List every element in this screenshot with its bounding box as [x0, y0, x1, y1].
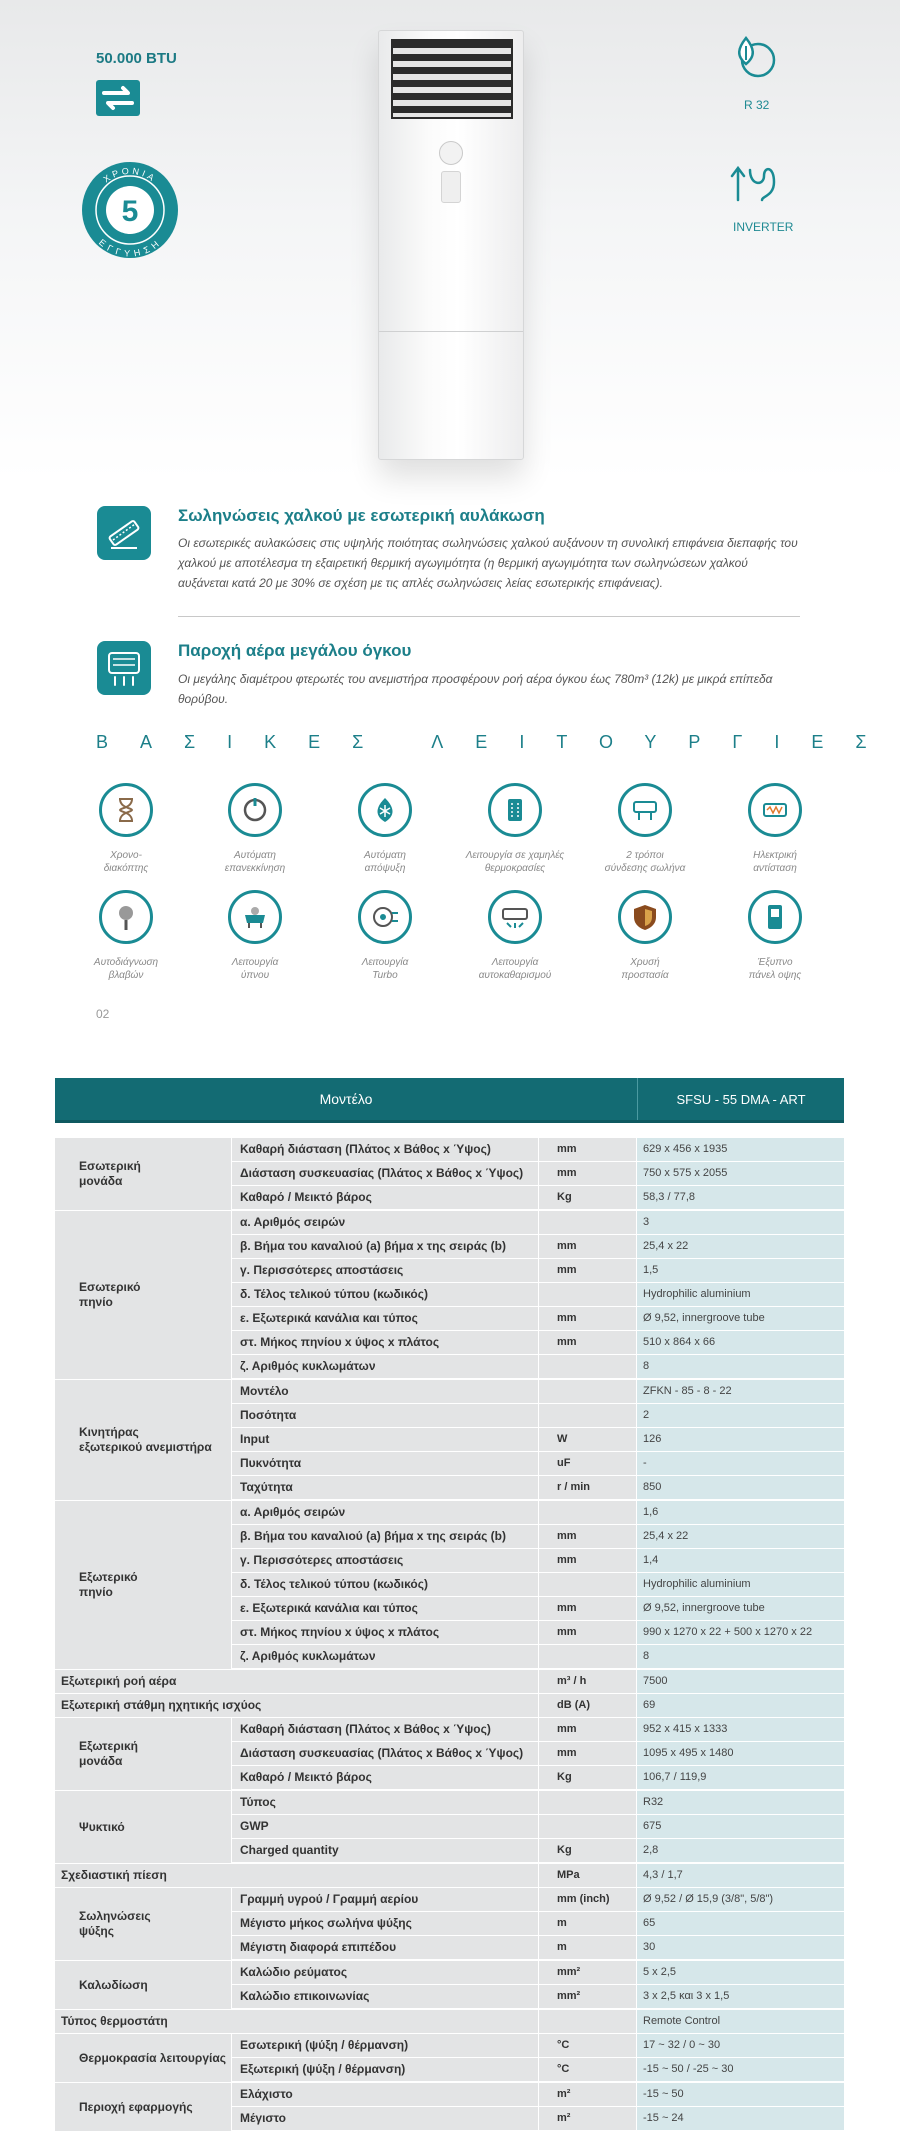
inverter-label: INVERTER: [733, 220, 794, 234]
spec-param-value: -15 ~ 24: [637, 2107, 844, 2130]
spec-param-value: 58,3 / 77,8: [637, 1186, 844, 1209]
function-sleep: [200, 890, 310, 982]
spec-param-unit: m: [539, 1936, 637, 1959]
spec-row: [232, 1525, 844, 1549]
spec-group: [55, 1960, 844, 2009]
spec-row: [232, 1839, 844, 1863]
function-label: 2 τρόποι σύνδεσης σωλήνα: [604, 850, 686, 874]
sleep-mode-icon: [228, 890, 282, 944]
spec-row: [232, 2083, 844, 2107]
panel-split-line: [379, 331, 523, 332]
spec-param-name: α. Αριθμός σειρών: [232, 1501, 539, 1524]
hourglass-icon: [99, 783, 153, 837]
spec-param-name: Μέγιστο μήκος σωλήνα ψύξης: [232, 1912, 539, 1935]
self-diagnosis-icon: [99, 890, 153, 944]
spec-param-unit: mm: [539, 1525, 637, 1548]
spec-param-unit: mm (inch): [539, 1888, 637, 1911]
spec-row: [232, 1380, 844, 1404]
spec-row: [232, 1718, 844, 1742]
brand-logo: [439, 141, 463, 165]
spec-param-unit: [539, 1573, 637, 1596]
spec-param-name: ε. Εξωτερικά κανάλια και τύπος: [232, 1597, 539, 1620]
spec-group: [55, 1210, 844, 1379]
spec-param-unit: Kg: [539, 1839, 637, 1862]
spec-param-unit: [539, 1380, 637, 1403]
spec-param-value: 126: [637, 1428, 844, 1451]
spec-group: [55, 2033, 844, 2082]
function-golden-protection: [590, 890, 700, 982]
function-label: Έξυπνο πάνελ οψης: [748, 957, 802, 981]
low-temp-operation-icon: [488, 783, 542, 837]
feature-title-airflow: Παροχή αέρα μεγάλου όγκου: [178, 641, 412, 660]
spec-param-unit: mm: [539, 1259, 637, 1282]
function-electric-heater: [720, 783, 830, 875]
r32-refrigerant-icon: [728, 30, 782, 84]
spec-param-name: ε. Εξωτερικά κανάλια και τύπος: [232, 1307, 539, 1330]
spec-param-name: στ. Μήκος πηνίου x ύψος x πλάτος: [232, 1331, 539, 1354]
btu-capacity: 50.000 BTU: [96, 50, 177, 67]
spec-group-label: Εξωτερική μονάδα: [55, 1718, 232, 1790]
spec-param-name: στ. Μήκος πηνίου x ύψος x πλάτος: [232, 1621, 539, 1644]
function-auto-restart: [200, 783, 310, 875]
spec-row: [232, 1888, 844, 1912]
spec-param-unit: mm: [539, 1138, 637, 1161]
spec-row: [232, 1985, 844, 2009]
spec-row: [232, 1355, 844, 1379]
spec-param-unit: m²: [539, 2107, 637, 2130]
spec-param-value: Hydrophilic aluminium: [637, 1573, 844, 1596]
spec-row: [232, 1573, 844, 1597]
spec-param-name: Διάσταση συσκευασίας (Πλάτος x Βάθος x Ύψος): [232, 1162, 539, 1185]
function-self-clean: [460, 890, 570, 982]
function-label: Αυτόματη απόψυξη: [364, 850, 406, 874]
smart-panel-icon: [748, 890, 802, 944]
feature-text-airflow: Οι μεγάλης διαμέτρου φτερωτές του ανεμιστήρα προσφέρουν ροή αέρα όγκου έως 780m³ (12k) με μικρά επίπεδα θορύβου.: [178, 672, 773, 706]
spec-row: [232, 1307, 844, 1331]
spec-param-name: Πυκνότητα: [232, 1452, 539, 1475]
spec-param-name: Input: [232, 1428, 539, 1451]
spec-param-unit: mm: [539, 1742, 637, 1765]
airflow-icon: [97, 641, 151, 695]
spec-param-unit: m³ / h: [539, 1670, 637, 1693]
self-clean-icon: [488, 890, 542, 944]
spec-param-value: 2,8: [637, 1839, 844, 1862]
spec-param-value: 1095 x 495 x 1480: [637, 1742, 844, 1765]
spec-param-unit: m: [539, 1912, 637, 1935]
spec-group-label: Εξωτερικό πηνίο: [55, 1501, 232, 1669]
spec-param-value: 25,4 x 22: [637, 1525, 844, 1548]
turbo-mode-icon: [358, 890, 412, 944]
spec-param-unit: [539, 2010, 637, 2033]
electric-heater-icon: [748, 783, 802, 837]
spec-param-value: 69: [637, 1694, 844, 1717]
air-outlet-grille: [391, 39, 513, 119]
warranty-arc-top: ΧΡΟΝΙΑ: [101, 165, 159, 185]
copper-pipe-icon: [97, 506, 151, 560]
spec-param-name: GWP: [232, 1815, 539, 1838]
spec-row: [232, 2058, 844, 2082]
function-low-temp: [460, 783, 570, 875]
function-label: Λειτουργία ύπνου: [231, 957, 279, 981]
spec-param-name: β. Βήμα του καναλιού (a) βήμα x της σειράς (b): [232, 1525, 539, 1548]
display-panel: [441, 171, 461, 203]
heat-cool-swap-icon: [96, 80, 140, 116]
function-auto-defrost: [330, 783, 440, 875]
spec-param-value: -15 ~ 50: [637, 2083, 844, 2106]
spec-row: [232, 1162, 844, 1186]
auto-defrost-icon: [358, 783, 412, 837]
spec-group-label: Σωληνώσεις ψύξης: [55, 1888, 232, 1960]
spec-param-name: Καθαρή διάσταση (Πλάτος x Βάθος x Ύψος): [232, 1138, 539, 1161]
spec-param-value: 30: [637, 1936, 844, 1959]
spec-param-value: 25,4 x 22: [637, 1235, 844, 1258]
warranty-badge: [80, 160, 180, 260]
spec-row: [232, 1404, 844, 1428]
spec-row: [55, 2009, 844, 2033]
function-two-pipe: [590, 783, 700, 875]
spec-row: [232, 1961, 844, 1985]
spec-group: [55, 1137, 844, 1210]
spec-param-unit: °C: [539, 2034, 637, 2057]
spec-group: [55, 1379, 844, 1500]
spec-param-value: ZFKN - 85 - 8 - 22: [637, 1380, 844, 1403]
function-label: Αυτοδιάγνωση βλαβών: [93, 957, 159, 981]
spec-param-unit: [539, 1791, 637, 1814]
spec-param-unit: [539, 1645, 637, 1668]
spec-param-name: Σχεδιαστική πίεση: [55, 1864, 539, 1887]
function-turbo: [330, 890, 440, 982]
spec-row: [232, 1815, 844, 1839]
spec-param-name: Charged quantity: [232, 1839, 539, 1862]
spec-group-label: Εσωτερική μονάδα: [55, 1138, 232, 1210]
two-pipe-connection-icon: [618, 783, 672, 837]
floor-standing-unit-image: [378, 30, 524, 460]
spec-param-unit: [539, 1283, 637, 1306]
spec-param-unit: [539, 1404, 637, 1427]
spec-param-name: Καλώδιο ρεύματος: [232, 1961, 539, 1984]
spec-param-value: 17 ~ 32 / 0 ~ 30: [637, 2034, 844, 2057]
spec-param-name: Εξωτερική ροή αέρα: [55, 1670, 539, 1693]
spec-group-label: Ψυκτικό: [55, 1791, 232, 1863]
spec-row: [232, 1138, 844, 1162]
spec-param-name: Τύπος: [232, 1791, 539, 1814]
spec-param-unit: mm: [539, 1162, 637, 1185]
spec-param-value: Ø 9,52, innergroove tube: [637, 1597, 844, 1620]
golden-protection-icon: [618, 890, 672, 944]
spec-param-unit: Kg: [539, 1766, 637, 1789]
spec-param-unit: r / min: [539, 1476, 637, 1499]
warranty-arc-bottom: ΕΓΓΥΗΣΗ: [96, 237, 164, 259]
spec-group: [55, 2082, 844, 2131]
feature-text-copper: Οι εσωτερικές αυλακώσεις στις υψηλής ποιότητας σωληνώσεις χαλκού αυξάνουν τη συνολική επιφάνεια διεπαφής του χαλκού με αποτέλεσμα τη εξαιρετική θερμική αγωγιμότητα (η θερμική αγωγιμότητα των σωληνώσεων χαλκού αυξάνεται κατά 20 με 30% σε σχέση με τις απλές σωληνώσεις λείας εσωτερικής επιφάνειας).: [178, 536, 798, 590]
spec-param-name: Ταχύτητα: [232, 1476, 539, 1499]
spec-param-value: 1,5: [637, 1259, 844, 1282]
spec-param-value: Ø 9,52 / Ø 15,9 (3/8", 5/8"): [637, 1888, 844, 1911]
spec-group: [55, 1790, 844, 1863]
spec-param-value: 629 x 456 x 1935: [637, 1138, 844, 1161]
spec-row: [232, 1452, 844, 1476]
spec-param-value: 952 x 415 x 1333: [637, 1718, 844, 1741]
spec-param-name: Καθαρή διάσταση (Πλάτος x Βάθος x Ύψος): [232, 1718, 539, 1741]
spec-param-name: Μέγιστο: [232, 2107, 539, 2130]
spec-param-value: 850: [637, 1476, 844, 1499]
spec-row: [232, 1476, 844, 1500]
spec-param-name: γ. Περισσότερες αποστάσεις: [232, 1259, 539, 1282]
spec-param-unit: MPa: [539, 1864, 637, 1887]
spec-param-unit: [539, 1355, 637, 1378]
spec-param-value: 990 x 1270 x 22 + 500 x 1270 x 22: [637, 1621, 844, 1644]
spec-row: [232, 1235, 844, 1259]
spec-param-value: Ø 9,52, innergroove tube: [637, 1307, 844, 1330]
warranty-years: 5: [121, 195, 139, 228]
spec-row: [232, 1597, 844, 1621]
spec-param-value: 5 x 2,5: [637, 1961, 844, 1984]
spec-row: [232, 1742, 844, 1766]
spec-row: [232, 1912, 844, 1936]
spec-param-value: -15 ~ 50 / -25 ~ 30: [637, 2058, 844, 2081]
function-label: Χρονο- διακόπτης: [103, 850, 149, 874]
spec-group: [55, 1887, 844, 1960]
spec-param-value: 750 x 575 x 2055: [637, 1162, 844, 1185]
spec-param-name: Εσωτερική (ψύξη / θέρμανση): [232, 2034, 539, 2057]
spec-param-name: Εξωτερική (ψύξη / θέρμανση): [232, 2058, 539, 2081]
spec-row: [55, 1669, 844, 1693]
function-label: Λειτουργία σε χαμηλές θερμοκρασίες: [465, 850, 565, 874]
spec-group-label: Κινητήρας εξωτερικού ανεμιστήρα: [55, 1380, 232, 1500]
spec-row: [232, 1621, 844, 1645]
spec-row: [232, 1428, 844, 1452]
spec-row: [232, 1549, 844, 1573]
spec-param-name: Ελάχιστο: [232, 2083, 539, 2106]
header-model-label: Μοντέλο: [55, 1078, 638, 1120]
spec-param-name: Καθαρό / Μεικτό βάρος: [232, 1766, 539, 1789]
spec-param-unit: mm: [539, 1621, 637, 1644]
spec-param-name: Γραμμή υγρού / Γραμμή αερίου: [232, 1888, 539, 1911]
r32-label: R 32: [744, 98, 770, 112]
spec-row: [232, 2107, 844, 2131]
auto-restart-icon: [228, 783, 282, 837]
spec-param-name: Καλώδιο επικοινωνίας: [232, 1985, 539, 2008]
spec-param-value: 3: [637, 1211, 844, 1234]
spec-row: [232, 1283, 844, 1307]
spec-param-value: 4,3 / 1,7: [637, 1864, 844, 1887]
spec-row: [232, 1211, 844, 1235]
function-label: Λειτουργία Turbo: [361, 957, 409, 981]
page-number: 02: [96, 1007, 110, 1021]
spec-param-unit: m²: [539, 2083, 637, 2106]
spec-group-label: Θερμοκρασία λειτουργίας: [55, 2034, 232, 2082]
inverter-icon: [728, 156, 782, 210]
spec-row: [232, 1645, 844, 1669]
spec-param-value: 8: [637, 1645, 844, 1668]
spec-param-unit: mm: [539, 1549, 637, 1572]
spec-row: [232, 1186, 844, 1210]
spec-row: [232, 1766, 844, 1790]
spec-group-label: Εσωτερικό πηνίο: [55, 1211, 232, 1379]
spec-group: [55, 1500, 844, 1669]
function-timer: [71, 783, 181, 875]
spec-param-name: δ. Τέλος τελικού τύπου (κωδικός): [232, 1573, 539, 1596]
functions-section-title: ΒΑΣΙΚΕΣ ΛΕΙΤΟΥΡΓΙΕΣ: [96, 732, 899, 752]
spec-param-unit: [539, 1815, 637, 1838]
spec-table-header: [55, 1078, 844, 1123]
spec-param-value: R32: [637, 1791, 844, 1814]
spec-param-value: 3 x 2,5 και 3 x 1,5: [637, 1985, 844, 2008]
spec-row: [232, 1936, 844, 1960]
spec-param-name: Καθαρό / Μεικτό βάρος: [232, 1186, 539, 1209]
function-label: Ηλεκτρική αντίσταση: [753, 850, 797, 874]
spec-param-unit: mm: [539, 1331, 637, 1354]
spec-param-unit: mm: [539, 1597, 637, 1620]
spec-row: [232, 1331, 844, 1355]
spec-param-name: Ποσότητα: [232, 1404, 539, 1427]
spec-param-value: 2: [637, 1404, 844, 1427]
header-model-value: SFSU - 55 DMA - ART: [676, 1091, 806, 1107]
function-label: Χρυσή προστασία: [621, 957, 669, 981]
spec-param-name: β. Βήμα του καναλιού (a) βήμα x της σειράς (b): [232, 1235, 539, 1258]
spec-param-value: 8: [637, 1355, 844, 1378]
spec-param-value: Remote Control: [637, 2010, 844, 2033]
spec-param-value: 675: [637, 1815, 844, 1838]
function-label: Λειτουργία αυτοκαθαρισμού: [478, 957, 552, 981]
spec-group-label: Καλωδίωση: [55, 1961, 232, 2009]
spec-param-unit: W: [539, 1428, 637, 1451]
spec-param-value: Hydrophilic aluminium: [637, 1283, 844, 1306]
spec-param-value: 65: [637, 1912, 844, 1935]
spec-param-name: ζ. Αριθμός κυκλωμάτων: [232, 1645, 539, 1668]
spec-table: [55, 1078, 844, 2131]
spec-param-name: γ. Περισσότερες αποστάσεις: [232, 1549, 539, 1572]
spec-group-label: Περιοχή εφαρμογής: [55, 2083, 232, 2131]
spec-param-name: δ. Τέλος τελικού τύπου (κωδικός): [232, 1283, 539, 1306]
spec-param-unit: mm²: [539, 1961, 637, 1984]
spec-param-name: Μέγιστη διαφορά επιπέδου: [232, 1936, 539, 1959]
spec-param-name: Εξωτερική στάθμη ηχητικής ισχύος: [55, 1694, 539, 1717]
spec-row: [55, 1863, 844, 1887]
spec-param-unit: uF: [539, 1452, 637, 1475]
spec-param-unit: mm: [539, 1718, 637, 1741]
spec-row: [232, 2034, 844, 2058]
function-smart-panel: [720, 890, 830, 982]
spec-param-name: Μοντέλο: [232, 1380, 539, 1403]
spec-param-unit: °C: [539, 2058, 637, 2081]
spec-param-unit: [539, 1211, 637, 1234]
feature-title-copper: Σωληνώσεις χαλκού με εσωτερική αυλάκωση: [178, 506, 545, 525]
spec-param-value: 106,7 / 119,9: [637, 1766, 844, 1789]
feature-divider: [178, 616, 800, 617]
spec-param-unit: Kg: [539, 1186, 637, 1209]
spec-param-value: -: [637, 1452, 844, 1475]
spec-param-name: Διάσταση συσκευασίας (Πλάτος x Βάθος x Ύψος): [232, 1742, 539, 1765]
spec-row: [55, 1693, 844, 1717]
spec-param-value: 1,6: [637, 1501, 844, 1524]
function-self-diagnosis: [71, 890, 181, 982]
spec-row: [232, 1259, 844, 1283]
spec-param-unit: mm: [539, 1235, 637, 1258]
spec-param-name: α. Αριθμός σειρών: [232, 1211, 539, 1234]
spec-group: [55, 1717, 844, 1790]
spec-param-name: Τύπος θερμοστάτη: [55, 2010, 539, 2033]
spec-param-unit: dB (A): [539, 1694, 637, 1717]
spec-row: [232, 1501, 844, 1525]
spec-param-name: ζ. Αριθμός κυκλωμάτων: [232, 1355, 539, 1378]
function-label: Αυτόματη επανεκκίνηση: [224, 850, 286, 874]
spec-table-body: [55, 1137, 844, 2131]
spec-param-value: 1,4: [637, 1549, 844, 1572]
spec-param-value: 510 x 864 x 66: [637, 1331, 844, 1354]
spec-param-unit: mm: [539, 1307, 637, 1330]
spec-param-unit: mm²: [539, 1985, 637, 2008]
spec-param-value: 7500: [637, 1670, 844, 1693]
spec-param-unit: [539, 1501, 637, 1524]
spec-row: [232, 1791, 844, 1815]
